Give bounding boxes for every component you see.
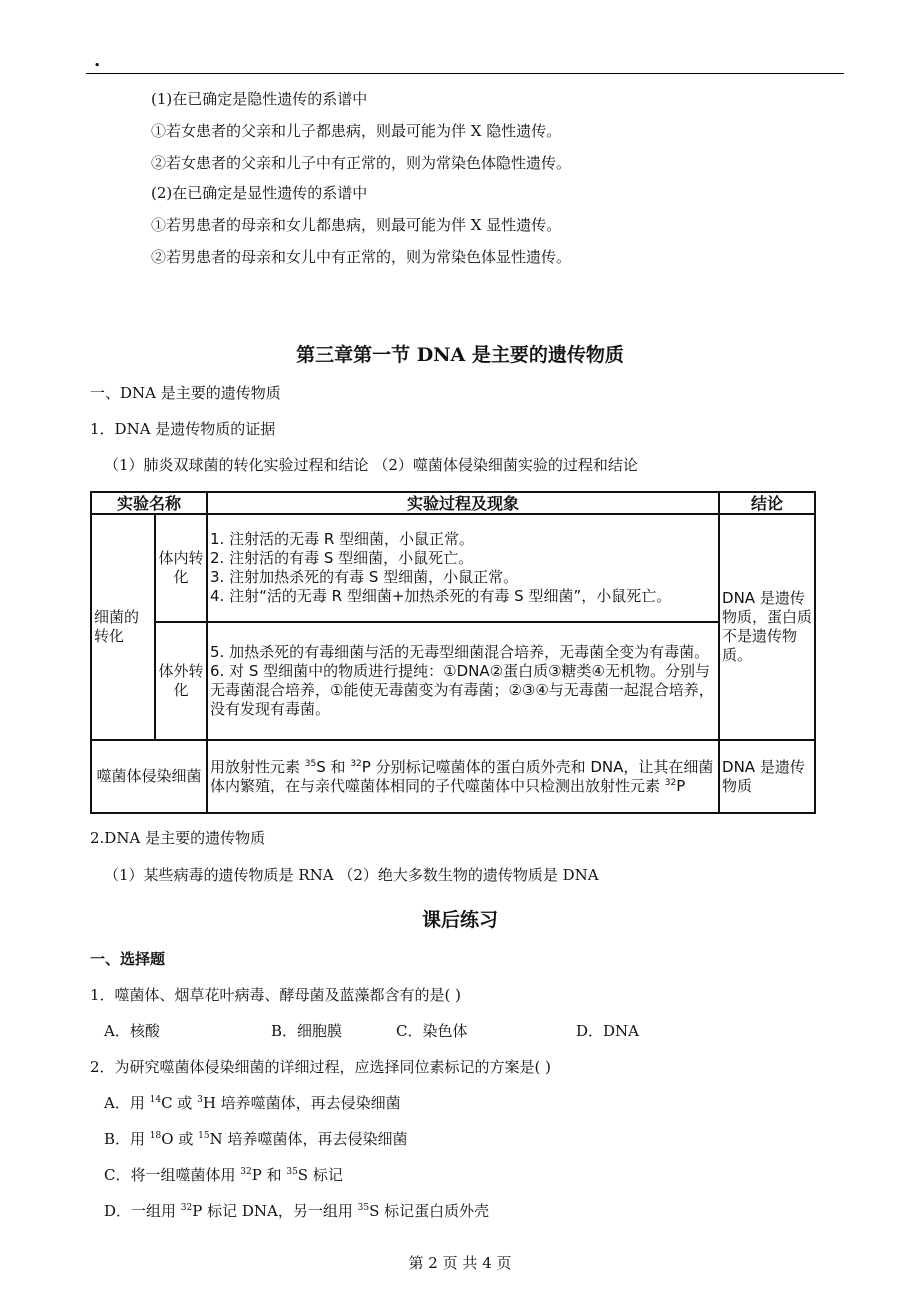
experiment-table [90, 491, 816, 814]
header-conclusion: 结论 [719, 492, 815, 514]
phage-text-a: 用放射性元素 [210, 757, 305, 776]
header-mark: . [94, 50, 101, 71]
q2a-text-3: H 培养噬菌体，再去侵染细菌 [202, 1094, 401, 1112]
footer-page-number: 2 [428, 1254, 438, 1272]
footer-text-ye: 页 [442, 1254, 458, 1272]
invivo-step-4: 4. 注射“活的无毒 R 型细菌+加热杀死的有毒 S 型细菌”，小鼠死亡。 [210, 587, 672, 605]
chapter-title: 第三章第一节 DNA 是主要的遗传物质 [296, 344, 624, 366]
intro-line-1: (1)在已确定是隐性遗传的系谱中 [151, 90, 368, 108]
exercise-title: 课后练习 [421, 909, 498, 931]
intro-line-5: ①若男患者的母亲和女儿都患病，则最可能为伴 X 显性遗传。 [151, 216, 562, 234]
q2a-sup-1: 14 [149, 1095, 162, 1105]
cell-bacteria-transformation: 细菌的转化 [91, 514, 155, 740]
intro-line-3: ②若女患者的父亲和儿子中有正常的，则为常染色体隐性遗传。 [151, 154, 572, 172]
q2-option-b [104, 1129, 407, 1149]
q1-option-b: B．细胞膜 [271, 1022, 343, 1040]
q2d-text-2: P 标记 DNA，另一组用 [192, 1202, 358, 1220]
invivo-step-2: 2. 注射活的有毒 S 型细菌，小鼠死亡。 [210, 549, 474, 567]
q1-option-c: C．染色体 [396, 1022, 468, 1040]
q2a-text-2: C 或 [161, 1094, 198, 1112]
cell-bacteria-conclusion: DNA 是遗传物质，蛋白质不是遗传物质。 [719, 514, 815, 740]
q1-option-d: D．DNA [576, 1022, 640, 1040]
page-footer [0, 1252, 920, 1273]
q2d-sup-2: 35 [357, 1203, 370, 1213]
q2-option-a [104, 1093, 401, 1113]
phage-text-c: P 分别标记噬菌体的蛋白质外壳和 DNA，让其在细菌体内繁殖，在与亲代噬菌体相同的子代噬菌体中只检测出放射性元素 [210, 757, 714, 795]
q2b-sup-2: 15 [198, 1131, 210, 1141]
table-header-row [91, 492, 815, 514]
intro-line-2: ①若女患者的父亲和儿子都患病，则最可能为伴 X 隐性遗传。 [151, 122, 562, 140]
footer-text-ye2: 页 [496, 1254, 512, 1272]
question-1-stem: 1．噬菌体、烟草花叶病毒、酵母菌及蓝藻都含有的是( ) [90, 986, 462, 1004]
table-row-phage [91, 740, 815, 813]
cell-phage-process [207, 740, 719, 813]
q1-option-a: A．核酸 [104, 1022, 160, 1040]
section2-title: 2.DNA 是主要的遗传物质 [90, 829, 266, 847]
phage-text-b: S 和 [316, 757, 351, 776]
outline-heading-1: 一、DNA 是主要的遗传物质 [90, 384, 281, 402]
table-row-invivo [91, 514, 815, 622]
q2d-sup-1: 32 [180, 1203, 193, 1213]
q2a-text-1: A．用 [104, 1094, 150, 1112]
q2c-text-3: S 标记 [297, 1166, 343, 1184]
q2d-text-1: D．一组用 [104, 1202, 181, 1220]
section2-content: （1）某些病毒的遗传物质是 RNA （2）绝大多数生物的遗传物质是 DNA [104, 866, 599, 884]
footer-text-di: 第 [408, 1254, 424, 1272]
cell-invivo-steps [207, 514, 719, 622]
footer-total-pages: 4 [482, 1254, 492, 1272]
outline-heading-2: 1．DNA 是遗传物质的证据 [90, 420, 276, 438]
footer-text-gong: 共 [462, 1254, 478, 1272]
cell-phage-conclusion: DNA 是遗传物质 [719, 740, 815, 813]
q2b-sup-1: 18 [149, 1131, 162, 1141]
q2a-sup-2: 3 [197, 1095, 203, 1105]
header-process: 实验过程及现象 [207, 492, 719, 514]
q2c-text-1: C．将一组噬菌体用 [104, 1166, 241, 1184]
invitro-step-6: 6. 对 S 型细菌中的物质进行提纯：①DNA②蛋白质③糖类④无机物。分别与无毒菌混合培养，①能使无毒菌变为有毒菌；②③④与无毒菌一起混合培养，没有发现有毒菌。 [210, 662, 714, 718]
header-experiment-name: 实验名称 [91, 492, 207, 514]
q2-option-d [104, 1201, 489, 1221]
q2-option-c [104, 1165, 343, 1185]
q2d-text-3: S 标记蛋白质外壳 [369, 1202, 490, 1220]
cell-invitro-steps [207, 622, 719, 740]
intro-line-4: (2)在已确定是显性遗传的系谱中 [151, 184, 368, 202]
invivo-step-1: 1. 注射活的无毒 R 型细菌，小鼠正常。 [210, 530, 475, 548]
intro-line-6: ②若男患者的母亲和女儿中有正常的，则为常染色体显性遗传。 [151, 248, 572, 266]
q2c-sup-2: 35 [286, 1167, 298, 1177]
invitro-step-5: 5. 加热杀死的有毒细菌与活的无毒型细菌混合培养，无毒菌全变为有毒菌。 [210, 643, 710, 661]
q2b-text-1: B．用 [104, 1130, 150, 1148]
phage-text-d: P [676, 776, 686, 795]
cell-phage-label: 噬菌体侵染细菌 [91, 740, 207, 813]
phage-iso-1: 35 [304, 758, 317, 769]
q2c-text-2: P 和 [251, 1166, 287, 1184]
outline-heading-3: （1）肺炎双球菌的转化实验过程和结论 （2）噬菌体侵染细菌实验的过程和结论 [104, 456, 638, 474]
phage-iso-2: 32 [350, 758, 362, 769]
cell-invitro-label: 体外转化 [155, 622, 207, 740]
header-rule [86, 73, 844, 74]
invivo-step-3: 3. 注射加热杀死的有毒 S 型细菌，小鼠正常。 [210, 568, 519, 586]
question-2-stem: 2．为研究噬菌体侵染细菌的详细过程，应选择同位素标记的方案是( ) [90, 1058, 552, 1076]
q2c-sup-1: 32 [240, 1167, 252, 1177]
cell-invivo-label: 体内转化 [155, 514, 207, 622]
table-row-invitro [91, 622, 815, 740]
q2b-text-2: O 或 [161, 1130, 199, 1148]
q2b-text-3: N 培养噬菌体，再去侵染细菌 [209, 1130, 408, 1148]
exercise-part-title: 一、选择题 [90, 950, 166, 968]
phage-iso-3: 32 [664, 777, 677, 788]
